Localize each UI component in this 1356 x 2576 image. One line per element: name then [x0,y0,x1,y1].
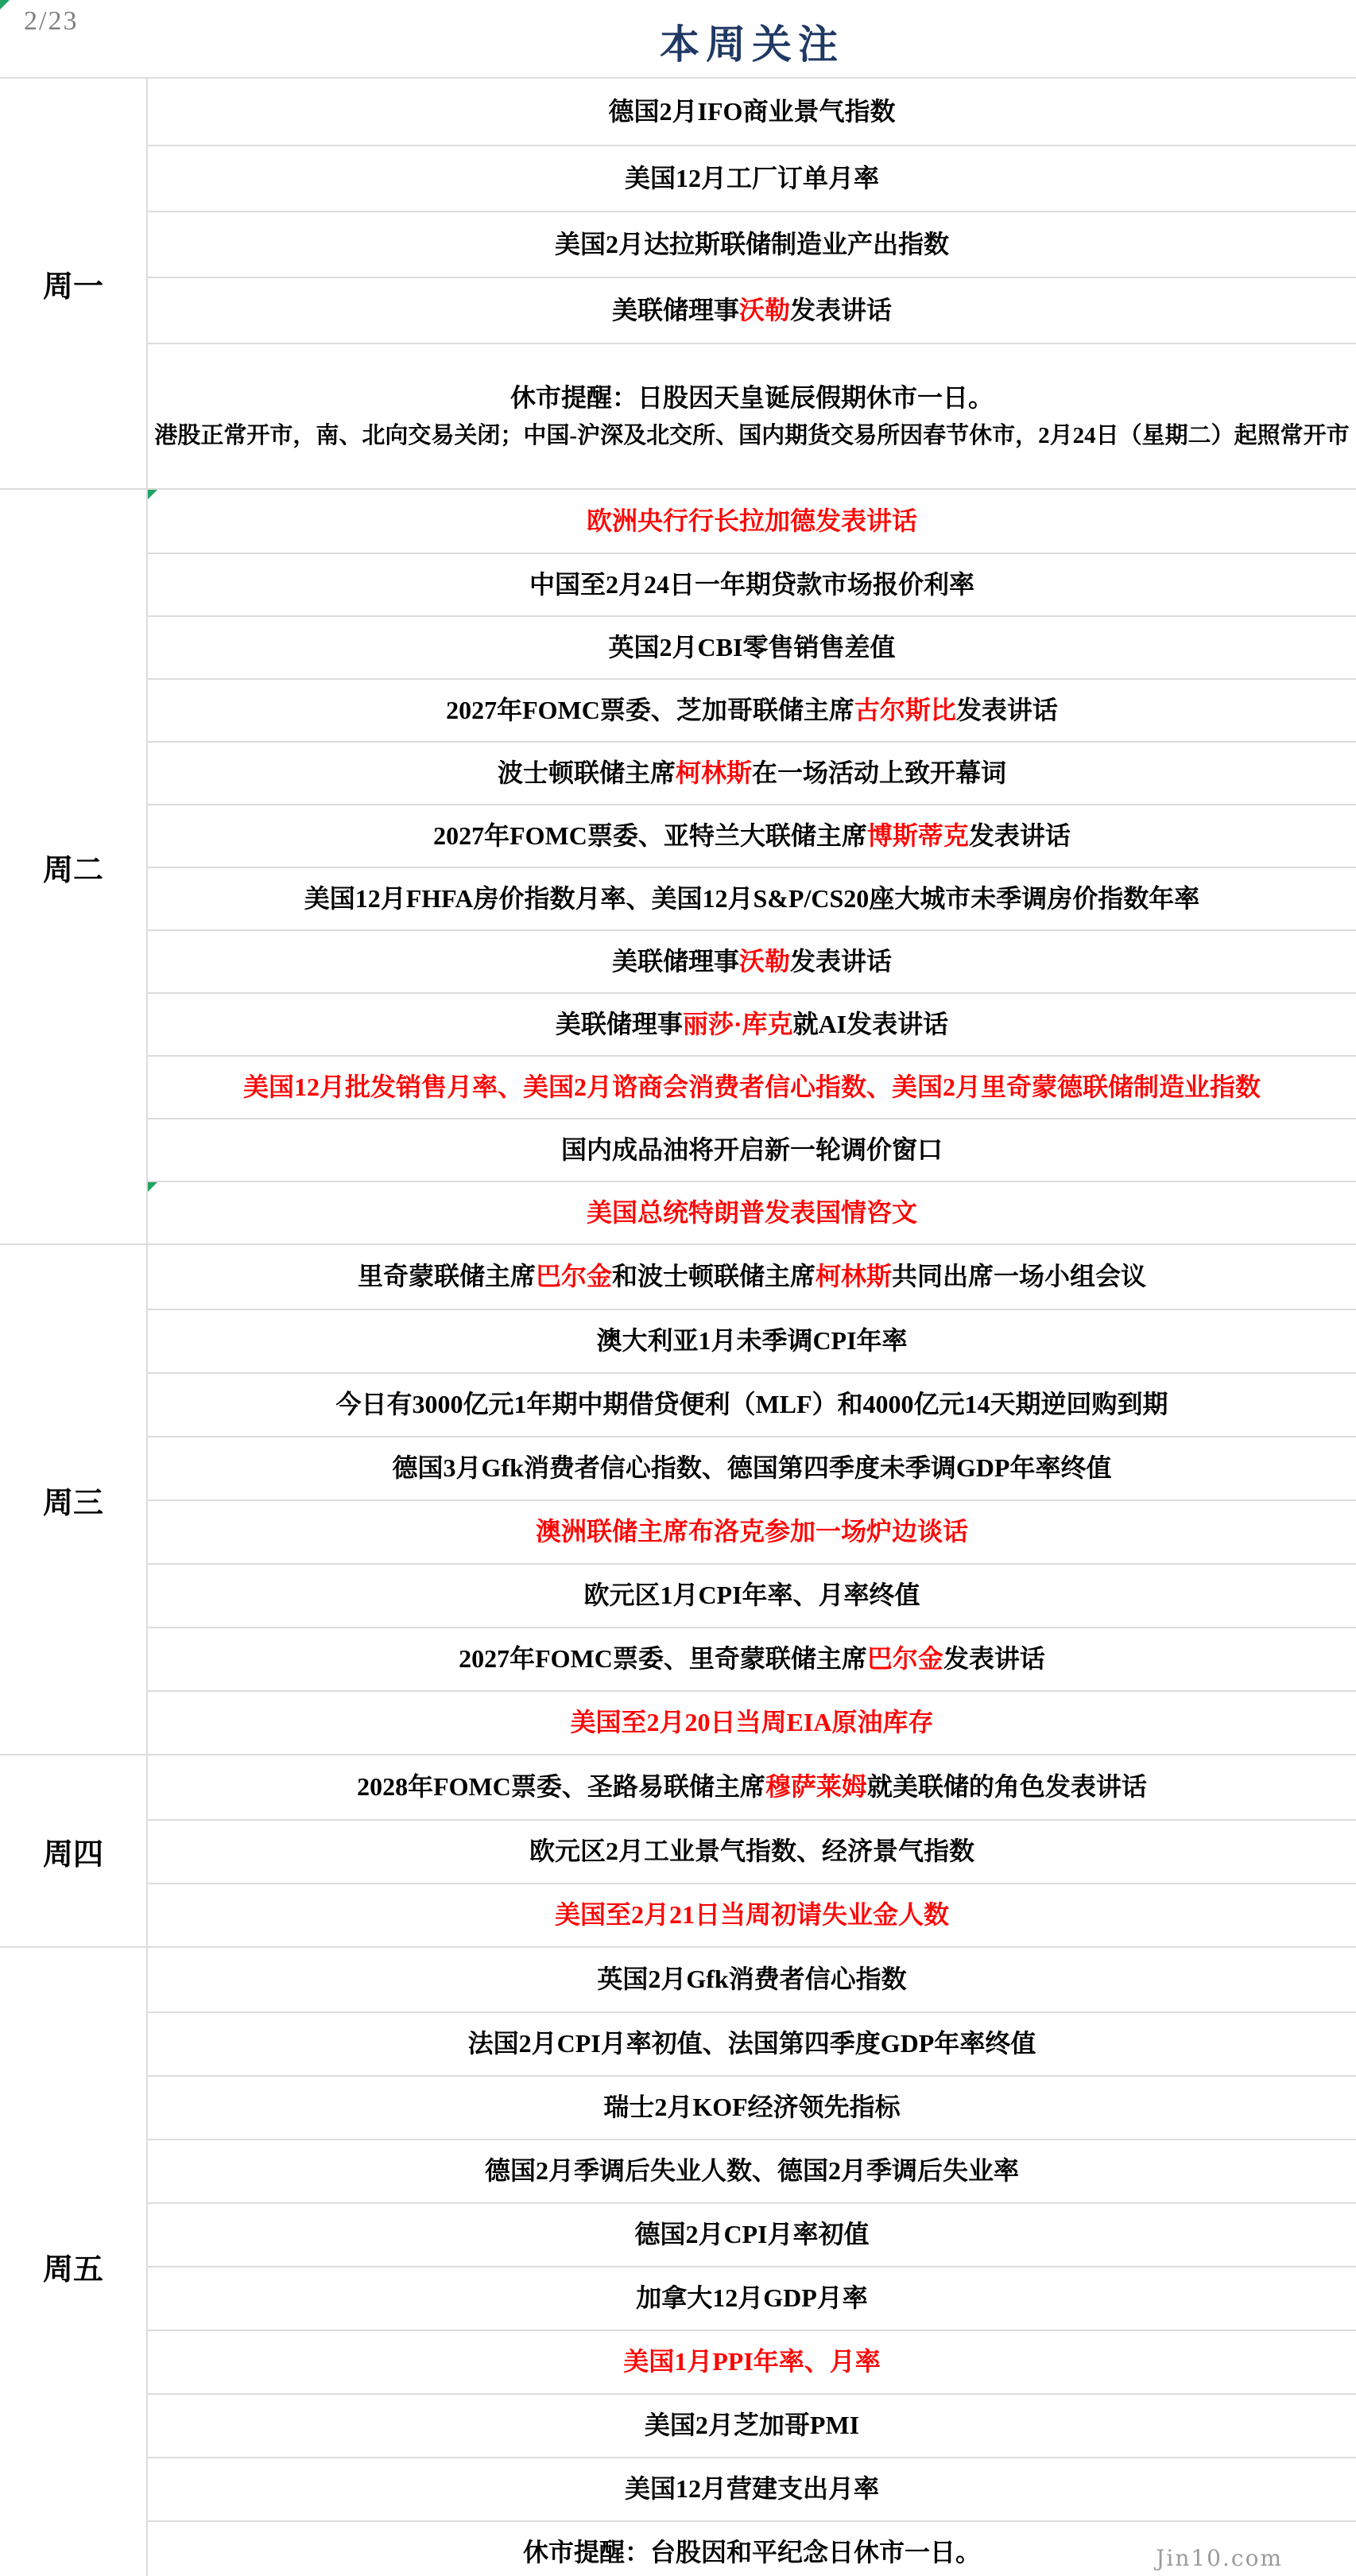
event-text: 美联储理事 [555,1009,683,1038]
event-text-line [623,2342,881,2382]
event-text: 英国2月CBI零售销售差值 [608,632,896,661]
event-text-line [446,691,1058,731]
day-section [0,490,1356,1245]
event-text-highlight: 柯林斯 [816,1262,893,1291]
event-text-line [304,879,1200,919]
event-text-highlight: 美国12月批发销售月率、美国2月谘商会消费者信心指数、美国2月里奇蒙德联储制造业指数 [242,1072,1261,1101]
event-row [148,1181,1356,1243]
event-text-line [556,1005,948,1045]
event-text: 共同出席一场小组会议 [892,1262,1147,1291]
event-text: 美联储理事 [611,295,739,324]
event-rows [148,1948,1356,2576]
event-row [148,1948,1356,2012]
event-text-line [587,502,917,541]
event-text: 2028年FOMC票委、圣路易联储主席 [357,1772,765,1802]
event-text-line [555,225,949,265]
event-text-highlight: 穆萨莱姆 [765,1772,867,1802]
event-row [148,1118,1356,1181]
event-text: 2027年FOMC票委、亚特兰大联储主席 [433,821,867,850]
event-row [148,1499,1356,1563]
event-text: 发表讲话 [955,695,1058,724]
event-row [148,277,1356,343]
event-text: 德国2月IFO商业景气指数 [608,96,896,126]
event-text-highlight: 美国至2月21日当周初请失业金人数 [554,1900,949,1930]
event-text: 美联储理事 [611,946,739,976]
event-row [148,79,1356,145]
event-text-line [510,378,994,418]
event-rows [148,1245,1356,1754]
event-text: 国内成品油将开启新一轮调价窗口 [560,1135,943,1164]
event-text: 欧元区2月工业景气指数、经济景气指数 [529,1837,974,1866]
watermark: Jin10.com [1156,2545,1283,2571]
event-text-highlight: 丽莎·库克 [682,1009,793,1038]
event-text-highlight: 博斯蒂克 [866,821,969,850]
event-text-line [433,817,1071,856]
event-row [148,211,1356,277]
event-text-highlight: 柯林斯 [675,758,752,787]
event-row [148,992,1356,1055]
day-section [0,1755,1356,1948]
event-text-highlight: 美国1月PPI年率、月率 [623,2347,881,2376]
day-section [0,79,1356,490]
comment-marker-icon [0,0,10,10]
event-text-highlight: 巴尔金 [866,1644,943,1674]
event-row [148,1372,1356,1436]
event-row [148,1563,1356,1627]
event-text: 里奇蒙联储主席 [357,1262,536,1291]
event-row [148,2393,1356,2457]
event-text-line [636,2279,868,2318]
event-text-line [587,1193,917,1233]
event-text-line [603,2088,900,2128]
header [0,0,1356,79]
day-section [0,1948,1356,2576]
event-row [148,1627,1356,1690]
event-text: 港股正常开市，南、北向交易关闭；中国-沪深及北交所、国内期货交易所因春节休市，2月24日（星期二）起照常开市 [154,422,1350,448]
event-text: 美国2月达拉斯联储制造业产出指数 [554,229,949,258]
event-text-line [468,2024,1036,2064]
event-text-line [358,1257,1146,1297]
event-text: 波士顿联储主席 [497,758,676,787]
event-text-line [536,1512,968,1552]
event-text-line [459,1639,1045,1679]
event-text: 中国至2月24日一年期贷款市场报价利率 [529,569,974,599]
event-row [148,867,1356,929]
event-text: 欧元区1月CPI年率、月率终值 [583,1581,920,1610]
event-text-line [523,2533,981,2573]
event-row [148,804,1356,867]
event-text: 美国12月营建支出月率 [624,2474,879,2504]
event-text: 2027年FOMC票委、里奇蒙联储主席 [459,1644,867,1674]
event-text: 就美联储的角色发表讲话 [866,1772,1147,1802]
date-label: 2/23 [24,6,79,36]
comment-marker-icon [148,490,157,499]
event-row [148,343,1356,488]
event-text-line [154,418,1349,454]
event-text: 瑞士2月KOF经济领先指标 [603,2093,901,2122]
day-label: 周五 [0,1948,148,2576]
event-row [148,1055,1356,1118]
event-text: 美国12月工厂订单月率 [624,163,879,192]
event-text-line [634,2215,869,2255]
event-text: 休市提醒：日股因天皇诞辰假期休市一日。 [509,383,994,413]
event-row [148,2075,1356,2139]
event-row [148,1309,1356,1372]
event-row [148,1883,1356,1946]
event-text-line [243,1068,1261,1108]
event-text: 加拿大12月GDP月率 [636,2283,868,2313]
event-text-highlight: 美国总统特朗普发表国情咨文 [586,1197,917,1227]
event-text: 发表讲话 [943,1644,1045,1674]
event-text: 美国12月FHFA房价指数月率、美国12月S&P/CS20座大城市未季调房价指数年率 [304,883,1200,913]
event-row [148,2012,1356,2075]
event-row [148,145,1356,211]
event-row [148,1755,1356,1819]
event-row [148,553,1356,615]
event-text: 发表讲话 [968,821,1071,850]
event-text: 发表讲话 [790,946,893,976]
event-text-line [529,565,974,605]
event-text-line [609,628,896,668]
event-text-line [645,2406,859,2446]
event-text-highlight: 欧洲央行行长拉加德发表讲话 [586,506,917,535]
event-text: 在一场活动上致开幕词 [752,758,1007,787]
event-row [148,2139,1356,2202]
event-rows [148,1755,1356,1946]
event-text-line [357,1767,1147,1807]
event-rows [148,79,1356,488]
event-row [148,1690,1356,1754]
event-text-highlight: 澳洲联储主席布洛克参加一场炉边谈话 [535,1517,968,1546]
event-row [148,490,1356,553]
event-text-line [498,754,1006,793]
day-section [0,1245,1356,1755]
event-rows [148,490,1356,1243]
event-text-line [612,291,892,331]
event-text-line [583,1576,920,1616]
day-label: 周二 [0,490,148,1243]
event-row [148,1436,1356,1499]
event-text: 美国2月芝加哥PMI [644,2411,860,2440]
event-row [148,2266,1356,2330]
event-text-line [625,2469,879,2509]
event-row [148,2202,1356,2266]
event-text-line [393,1449,1112,1488]
event-text-line [596,1321,907,1361]
event-text-line [555,1895,949,1935]
event-text-line [571,1703,934,1743]
comment-marker-icon [148,1182,157,1192]
event-text-highlight: 沃勒 [738,295,790,324]
event-row [148,2457,1356,2520]
event-text: 法国2月CPI月率初值、法国第四季度GDP年率终值 [467,2029,1036,2058]
event-text: 德国3月Gfk消费者信心指数、德国第四季度未季调GDP年率终值 [392,1453,1112,1483]
event-row [148,2330,1356,2393]
event-text: 德国2月季调后失业人数、德国2月季调后失业率 [484,2156,1019,2186]
event-text: 英国2月Gfk消费者信心指数 [597,1965,907,1994]
day-label: 周一 [0,79,148,488]
event-text-line [561,1131,943,1170]
calendar-body [0,79,1356,2576]
page-title: 本周关注 [660,22,844,67]
event-text: 发表讲话 [790,295,893,324]
event-text: 休市提醒：台股因和平纪念日休市一日。 [522,2538,981,2567]
event-text: 2027年FOMC票委、芝加哥联储主席 [446,695,854,724]
event-row [148,929,1356,992]
event-text-line [597,1960,906,2000]
event-text-highlight: 古尔斯比 [854,695,956,724]
event-text-line [335,1385,1168,1425]
event-text-line [625,159,879,199]
event-text: 德国2月CPI月率初值 [634,2220,870,2249]
event-text: 澳大利亚1月未季调CPI年率 [596,1326,908,1356]
event-text: 就AI发表讲话 [792,1009,949,1038]
event-row [148,678,1356,741]
event-text-highlight: 美国至2月20日当周EIA原油库存 [570,1708,934,1737]
event-row [148,741,1356,804]
event-text-highlight: 巴尔金 [535,1262,612,1291]
day-label: 周四 [0,1755,148,1946]
event-row [148,1819,1356,1883]
event-text-line [485,2151,1019,2191]
event-row [148,615,1356,678]
event-text-line [612,942,892,982]
event-text-line [529,1832,974,1872]
day-label: 周三 [0,1245,148,1754]
event-text-line [609,92,896,132]
event-text: 和波士顿联储主席 [611,1262,816,1291]
event-text: 今日有3000亿元1年期中期借贷便利（MLF）和4000亿元14天期逆回购到期 [335,1390,1168,1419]
event-row [148,1245,1356,1309]
event-text-highlight: 沃勒 [738,946,790,976]
